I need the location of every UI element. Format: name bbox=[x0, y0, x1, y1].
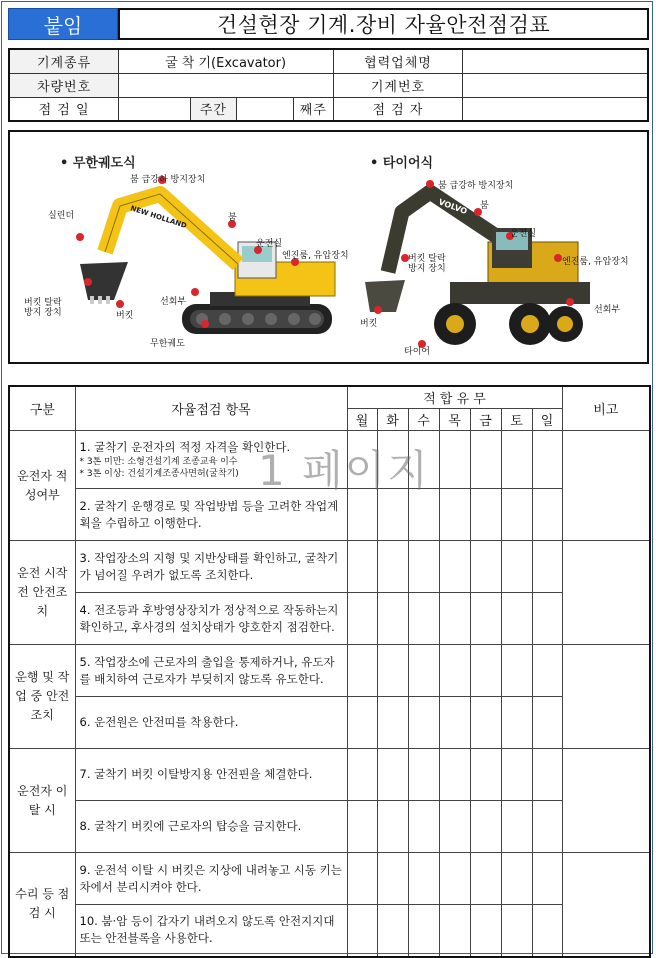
inspection-date-value[interactable] bbox=[119, 97, 191, 121]
wheel-label-bucket: 버킷 bbox=[360, 319, 378, 329]
crawler-label-engine: 엔진룸, 유압장치 bbox=[282, 251, 349, 261]
wheel-label-engine: 엔진룸, 유압장치 bbox=[562, 257, 629, 267]
checklist-row bbox=[9, 905, 650, 957]
day-check-cell[interactable] bbox=[470, 593, 501, 645]
day-check-cell[interactable] bbox=[470, 431, 501, 489]
week-label: 주간 bbox=[190, 97, 236, 121]
note-cell[interactable] bbox=[562, 541, 650, 645]
category-cell: 운전 시작전 안전조치 bbox=[9, 541, 75, 645]
inspection-date-label: 점 검 일 bbox=[9, 97, 119, 121]
day-check-cell[interactable] bbox=[439, 853, 470, 905]
attachment-badge: 붙임 bbox=[8, 8, 118, 40]
day-check-cell[interactable] bbox=[439, 645, 470, 697]
day-check-cell[interactable] bbox=[501, 431, 532, 489]
check-item-text: 4. 전조등과 후방영상장치가 정상적으로 작동하는지 확인하고, 후사경의 설치상태가 양호한지 점검한다. bbox=[79, 602, 339, 634]
checklist-row bbox=[9, 801, 650, 853]
day-check-cell[interactable] bbox=[439, 749, 470, 801]
crawler-label-bucket: 버킷 bbox=[116, 311, 134, 321]
machine-no-value[interactable] bbox=[463, 73, 648, 97]
day-check-cell[interactable] bbox=[501, 489, 532, 541]
crawler-label-swing: 선회부 bbox=[160, 297, 187, 307]
crawler-label-cab: 운전실 bbox=[256, 239, 283, 249]
day-check-cell[interactable] bbox=[408, 489, 439, 541]
day-check-cell[interactable] bbox=[377, 593, 408, 645]
day-check-cell[interactable] bbox=[347, 749, 377, 801]
day-check-cell[interactable] bbox=[532, 593, 562, 645]
day-check-cell[interactable] bbox=[347, 853, 377, 905]
day-check-cell[interactable] bbox=[408, 593, 439, 645]
checklist-row bbox=[9, 697, 650, 749]
day-check-cell[interactable] bbox=[532, 905, 562, 957]
crawler-label-bucket-guard: 버킷 탈락 방지 장치 bbox=[24, 298, 62, 318]
day-check-cell[interactable] bbox=[501, 645, 532, 697]
check-item-text: 3. 작업장소의 지형 및 지반상태를 확인하고, 굴착기가 넘어질 우려가 없도록 조치한다. bbox=[79, 550, 339, 582]
day-check-cell[interactable] bbox=[501, 853, 532, 905]
wheel-label-cab: 운전실 bbox=[510, 229, 537, 239]
day-check-cell[interactable] bbox=[470, 905, 501, 957]
col-category: 구분 bbox=[9, 386, 75, 431]
check-item-text: 6. 운전원은 안전띠를 착용한다. bbox=[79, 715, 239, 729]
category-cell: 운전자 이탈 시 bbox=[9, 749, 75, 853]
inspector-label: 점 검 자 bbox=[333, 97, 463, 121]
day-check-cell[interactable] bbox=[347, 593, 377, 645]
day-check-cell[interactable] bbox=[439, 593, 470, 645]
checklist-row bbox=[9, 749, 650, 801]
day-check-cell[interactable] bbox=[347, 905, 377, 957]
check-item-text: 2. 굴착기 운행경로 및 작업방법 등을 고려한 작업계획을 수립하고 이행한다. bbox=[79, 498, 339, 530]
check-item-text: 8. 굴착기 버킷에 근로자의 탑승을 금지한다. bbox=[79, 819, 302, 833]
day-check-cell[interactable] bbox=[470, 749, 501, 801]
day-header: 금 bbox=[470, 409, 501, 431]
day-check-cell[interactable] bbox=[408, 905, 439, 957]
col-note: 비고 bbox=[562, 386, 650, 431]
day-check-cell[interactable] bbox=[501, 801, 532, 853]
day-header: 화 bbox=[377, 409, 408, 431]
day-check-cell[interactable] bbox=[347, 645, 377, 697]
note-cell[interactable] bbox=[562, 749, 650, 853]
crawler-label-track: 무한궤도 bbox=[150, 339, 185, 349]
crawler-label-cylinder: 실린더 bbox=[48, 211, 75, 221]
day-check-cell[interactable] bbox=[501, 749, 532, 801]
check-item-text: 10. 붐·암 등이 갑자기 내려오지 않도록 안전지지대 또는 안전블록을 사용한다. bbox=[79, 914, 335, 946]
day-check-cell[interactable] bbox=[408, 541, 439, 593]
info-table bbox=[8, 48, 649, 122]
day-check-cell[interactable] bbox=[439, 489, 470, 541]
day-check-cell[interactable] bbox=[532, 645, 562, 697]
day-check-cell[interactable] bbox=[377, 645, 408, 697]
excavator-diagram bbox=[8, 130, 649, 364]
week-suffix: 째주 bbox=[293, 97, 333, 121]
check-item-cell bbox=[75, 853, 347, 905]
check-item-text: 5. 작업장소에 근로자의 출입을 통제하거나, 유도자를 배치하여 근로자가 부딪히지 않도록 유도한다. bbox=[79, 654, 335, 686]
day-check-cell[interactable] bbox=[439, 801, 470, 853]
day-check-cell[interactable] bbox=[377, 489, 408, 541]
day-header: 수 bbox=[408, 409, 439, 431]
day-check-cell[interactable] bbox=[377, 541, 408, 593]
day-check-cell[interactable] bbox=[532, 697, 562, 749]
inspector-value[interactable] bbox=[463, 97, 648, 121]
partner-label: 협력업체명 bbox=[333, 49, 463, 73]
check-item-cell bbox=[75, 749, 347, 801]
check-item-text: 7. 굴착기 버킷 이탈방지용 안전핀을 체결한다. bbox=[79, 767, 313, 781]
day-check-cell[interactable] bbox=[470, 541, 501, 593]
day-check-cell[interactable] bbox=[347, 697, 377, 749]
machine-no-label: 기계번호 bbox=[333, 73, 463, 97]
wheel-label-boom: 붐 bbox=[480, 201, 489, 211]
check-item-cell bbox=[75, 645, 347, 697]
crawler-label-boom-guard: 붐 급강하 방지장치 bbox=[130, 175, 206, 185]
day-check-cell[interactable] bbox=[470, 645, 501, 697]
col-status: 적 합 유 무 bbox=[347, 386, 562, 409]
partner-value[interactable] bbox=[463, 49, 648, 73]
day-check-cell[interactable] bbox=[408, 645, 439, 697]
day-check-cell[interactable] bbox=[347, 489, 377, 541]
day-check-cell[interactable] bbox=[532, 801, 562, 853]
machine-type-value[interactable]: 굴 착 기(Excavator) bbox=[119, 49, 334, 73]
checklist-row bbox=[9, 645, 650, 697]
page-title: 건설현장 기계.장비 자율안전점검표 bbox=[118, 8, 649, 40]
day-check-cell[interactable] bbox=[377, 905, 408, 957]
wheel-brand: VOLVO bbox=[437, 197, 469, 217]
day-check-cell[interactable] bbox=[532, 749, 562, 801]
vehicle-no-label: 차량번호 bbox=[9, 73, 119, 97]
check-item-text: 9. 운전석 이탈 시 버킷은 지상에 내려놓고 시동 키는 차에서 분리시켜야 한다. bbox=[79, 862, 342, 894]
wheel-label-boom-guard: 붐 급강하 방지장치 bbox=[438, 181, 514, 191]
check-item-cell bbox=[75, 697, 347, 749]
page-watermark: 1 페이지 bbox=[258, 446, 430, 495]
day-check-cell[interactable] bbox=[408, 801, 439, 853]
checklist-table bbox=[8, 385, 651, 958]
wheel-label-bucket-guard: 버킷 탈락 방지 장치 bbox=[408, 254, 446, 274]
day-check-cell[interactable] bbox=[439, 905, 470, 957]
crawler-label-boom: 붐 bbox=[228, 213, 237, 223]
day-check-cell[interactable] bbox=[347, 431, 377, 489]
day-check-cell[interactable] bbox=[408, 749, 439, 801]
day-header: 토 bbox=[501, 409, 532, 431]
day-check-cell[interactable] bbox=[470, 489, 501, 541]
day-header: 월 bbox=[347, 409, 377, 431]
crawler-title: • 무한궤도식 bbox=[60, 156, 136, 171]
wheel-label-tire: 타이어 bbox=[404, 347, 431, 357]
check-item-cell bbox=[75, 801, 347, 853]
note-cell[interactable] bbox=[562, 431, 650, 541]
day-check-cell[interactable] bbox=[532, 853, 562, 905]
check-item-cell bbox=[75, 593, 347, 645]
day-check-cell[interactable] bbox=[501, 593, 532, 645]
check-item-text: 1. 굴착기 운전자의 적정 자격을 확인한다. bbox=[79, 440, 291, 454]
check-item-note: * 3톤 이상: 건설기계조종사면허(굴착기) bbox=[79, 469, 239, 479]
day-check-cell[interactable] bbox=[377, 801, 408, 853]
note-cell[interactable] bbox=[562, 853, 650, 957]
day-check-cell[interactable] bbox=[439, 431, 470, 489]
crawler-brand: NEW HOLLAND bbox=[129, 204, 188, 231]
day-check-cell[interactable] bbox=[439, 697, 470, 749]
day-check-cell[interactable] bbox=[408, 431, 439, 489]
day-check-cell[interactable] bbox=[470, 801, 501, 853]
day-check-cell[interactable] bbox=[347, 541, 377, 593]
note-cell[interactable] bbox=[562, 645, 650, 749]
day-header: 일 bbox=[532, 409, 562, 431]
day-check-cell[interactable] bbox=[408, 697, 439, 749]
day-check-cell[interactable] bbox=[377, 697, 408, 749]
checklist-row bbox=[9, 593, 650, 645]
day-header: 목 bbox=[439, 409, 470, 431]
wheel-title: • 타이어식 bbox=[370, 156, 434, 171]
category-cell: 운전자 적성여부 bbox=[9, 431, 75, 541]
col-item: 자율점검 항목 bbox=[75, 386, 347, 431]
checklist-row bbox=[9, 541, 650, 593]
checklist-row bbox=[9, 489, 650, 541]
day-check-cell[interactable] bbox=[501, 541, 532, 593]
day-check-cell[interactable] bbox=[470, 853, 501, 905]
day-check-cell[interactable] bbox=[377, 749, 408, 801]
wheel-excavator bbox=[365, 180, 590, 348]
week-value[interactable] bbox=[236, 97, 293, 121]
check-item-note: * 3톤 미만: 소형건설기계 조종교육 이수 bbox=[79, 457, 238, 467]
vehicle-no-value[interactable] bbox=[119, 73, 334, 97]
check-item-cell bbox=[75, 431, 347, 489]
wheel-label-swing: 선회부 bbox=[594, 305, 621, 315]
day-check-cell[interactable] bbox=[532, 489, 562, 541]
day-check-cell[interactable] bbox=[532, 541, 562, 593]
day-check-cell[interactable] bbox=[470, 697, 501, 749]
day-check-cell[interactable] bbox=[347, 801, 377, 853]
check-item-cell bbox=[75, 489, 347, 541]
day-check-cell[interactable] bbox=[408, 853, 439, 905]
category-cell: 수리 등 점검 시 bbox=[9, 853, 75, 957]
checklist-row bbox=[9, 853, 650, 905]
day-check-cell[interactable] bbox=[501, 905, 532, 957]
day-check-cell[interactable] bbox=[532, 431, 562, 489]
check-item-cell bbox=[75, 905, 347, 957]
day-check-cell[interactable] bbox=[377, 431, 408, 489]
day-check-cell[interactable] bbox=[439, 541, 470, 593]
title-bar bbox=[8, 8, 649, 40]
checklist-row bbox=[9, 431, 650, 489]
day-check-cell[interactable] bbox=[501, 697, 532, 749]
category-cell: 운행 및 작업 중 안전조치 bbox=[9, 645, 75, 749]
check-item-cell bbox=[75, 541, 347, 593]
day-check-cell[interactable] bbox=[377, 853, 408, 905]
machine-type-label: 기계종류 bbox=[9, 49, 119, 73]
